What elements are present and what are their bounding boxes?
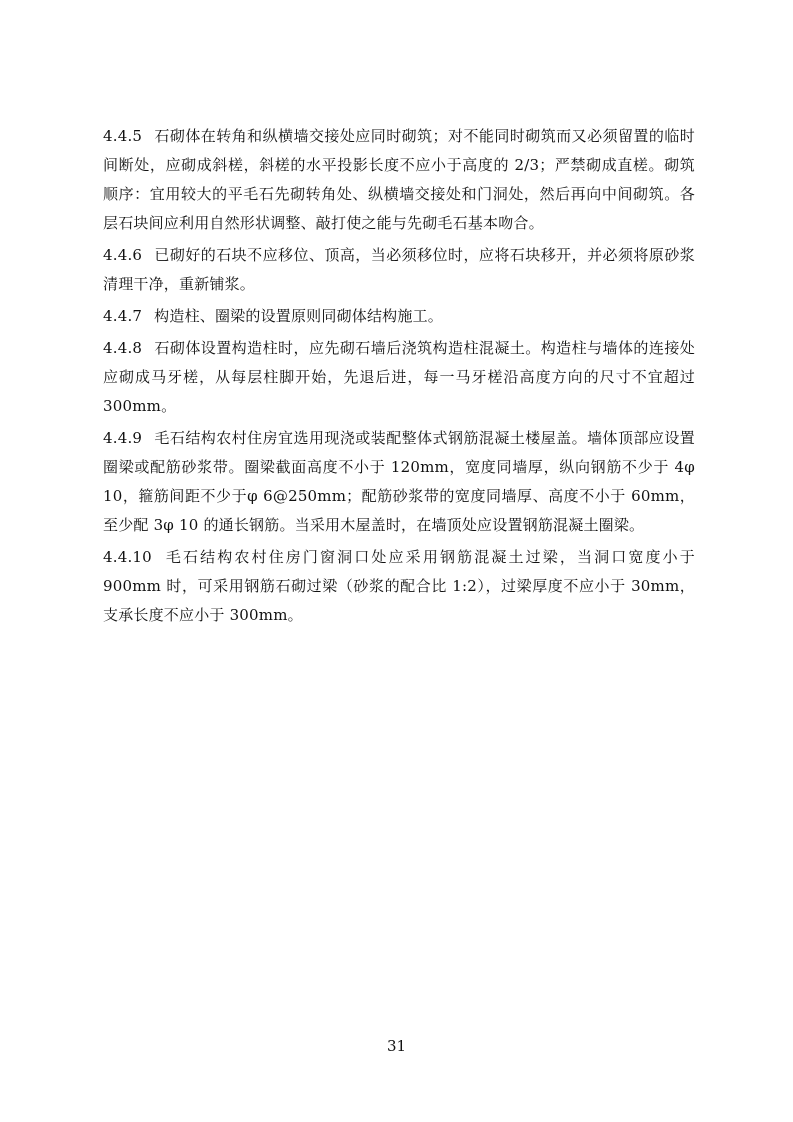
clause-number: 4.4.10	[103, 548, 152, 566]
clause-4-4-5	[103, 122, 695, 238]
clause-number: 4.4.7	[103, 307, 143, 325]
clause-4-4-7	[103, 302, 695, 331]
clause-text: 构造柱、圈梁的设置原则同砌体结构施工。	[154, 307, 443, 325]
clause-number: 4.4.8	[103, 339, 143, 357]
clause-text: 石砌体在转角和纵横墙交接处应同时砌筑；对不能同时砌筑而又必须留置的临时间断处，应砌成斜槎，斜槎的水平投影长度不应小于高度的 2/3；严禁砌成直槎。砌筑顺序：宜用较大的平毛石先砌转角处、纵横墙交接处和门洞处，然后再向中间砌筑。各层石块间应利用自然形状调整、敲打使之能与先砌毛石基本吻合。	[103, 127, 695, 232]
document-body	[103, 122, 695, 633]
clause-text: 毛石结构农村住房门窗洞口处应采用钢筋混凝土过梁，当洞口宽度小于 900mm 时，可采用钢筋石砌过梁（砂浆的配合比 1:2），过梁厚度不应小于 30mm，支承长度不应小于 300mm。	[103, 548, 695, 624]
clause-4-4-9	[103, 424, 695, 540]
clause-4-4-6	[103, 241, 695, 299]
clause-4-4-10	[103, 543, 695, 630]
page-number: 31	[386, 1037, 407, 1055]
clause-text: 石砌体设置构造柱时，应先砌石墙后浇筑构造柱混凝土。构造柱与墙体的连接处应砌成马牙槎，从每层柱脚开始，先退后进，每一马牙槎沿高度方向的尺寸不宜超过 300mm。	[103, 339, 695, 415]
clause-number: 4.4.6	[103, 246, 143, 264]
clause-4-4-8	[103, 334, 695, 421]
clause-text: 已砌好的石块不应移位、顶高，当必须移位时，应将石块移开，并必须将原砂浆清理干净，重新铺浆。	[103, 246, 695, 293]
clause-number: 4.4.5	[103, 127, 143, 145]
clause-text: 毛石结构农村住房宜选用现浇或装配整体式钢筋混凝土楼屋盖。墙体顶部应设置圈梁或配筋砂浆带。圈梁截面高度不小于 120mm，宽度同墙厚，纵向钢筋不少于 4φ 10，箍筋间距不少于φ 6@250mm；配筋砂浆带的宽度同墙厚、高度不小于 60mm，至少配 3φ 10 的通长钢筋。当采用木屋盖时，在墙顶处应设置钢筋混凝土圈梁。	[103, 429, 695, 534]
clause-number: 4.4.9	[103, 429, 143, 447]
